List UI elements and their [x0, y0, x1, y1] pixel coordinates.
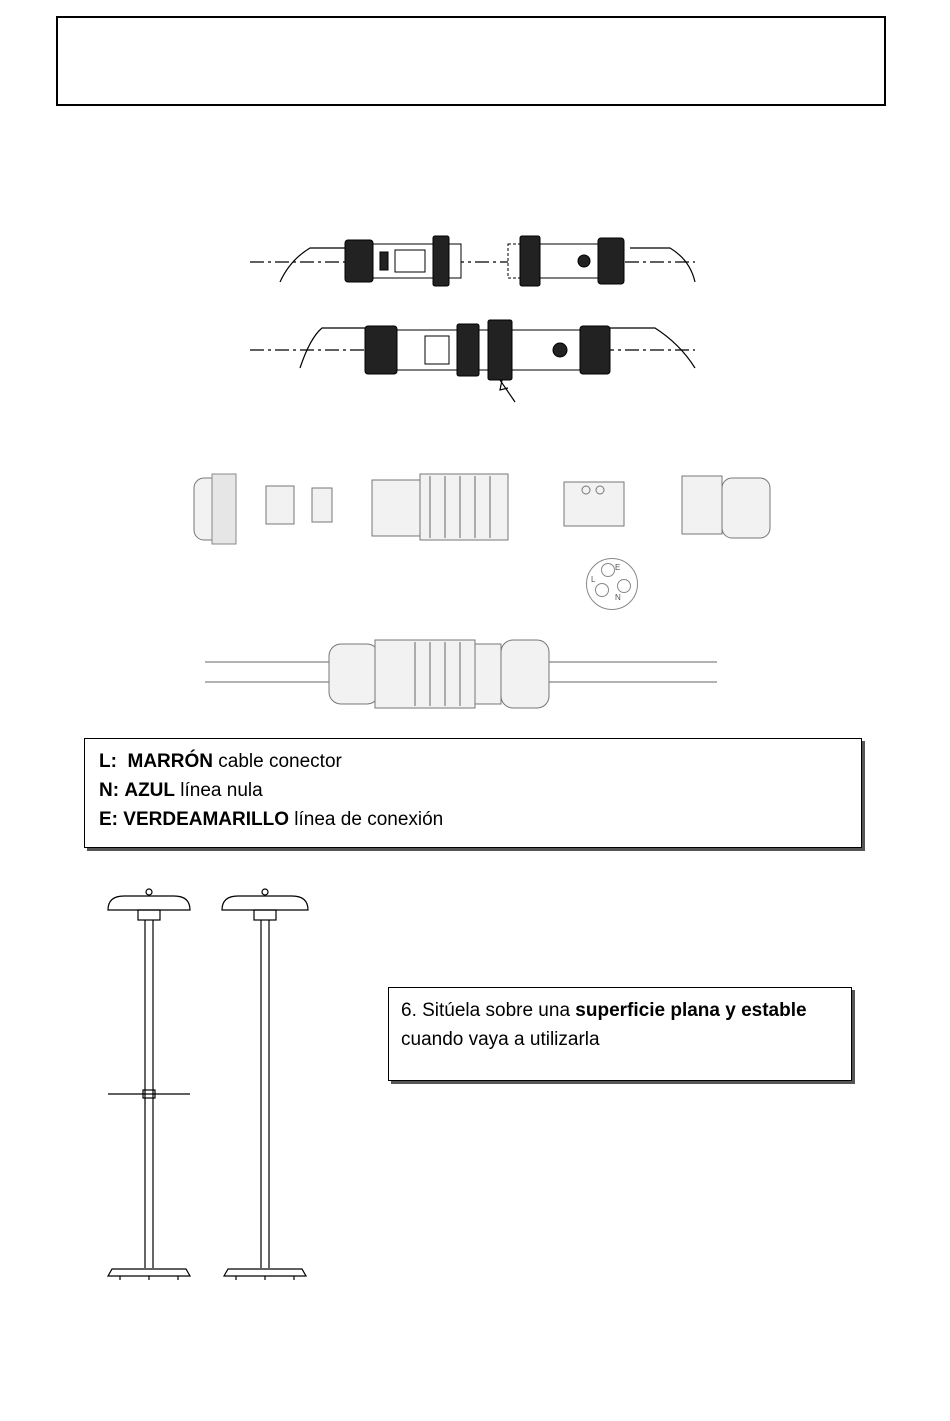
legend-l-color: MARRÓN	[127, 751, 213, 772]
connector-assembled	[205, 636, 721, 712]
pin-n-label: N	[615, 593, 621, 602]
pin-e-label: E	[615, 563, 621, 572]
connector-exploded-parts	[190, 470, 780, 550]
legend-line-n	[99, 778, 847, 804]
pin-l-label: L	[591, 575, 596, 584]
note-prefix: 6. Sitúela sobre una	[401, 1000, 571, 1021]
pin-n-circle	[617, 579, 631, 593]
legend-line-e	[99, 807, 847, 833]
legend-e-key: E:	[99, 809, 118, 830]
note-bold: superficie plana y estable	[575, 1000, 807, 1021]
floor-lamp-drawing-left	[104, 888, 194, 1283]
legend-e-desc: línea de conexión	[294, 809, 444, 830]
connector-diagram-joined	[250, 318, 700, 408]
header-box	[56, 16, 886, 106]
pin-layout-diagram	[586, 558, 638, 610]
legend-line-l	[99, 749, 847, 775]
pin-l-circle	[595, 583, 609, 597]
legend-e-color: VERDEAMARILLO	[123, 809, 290, 830]
floor-lamp-drawing-right	[220, 888, 310, 1283]
instruction-note-box	[388, 987, 852, 1081]
pin-e-circle	[601, 563, 615, 577]
note-suffix: cuando vaya a utilizarla	[401, 1029, 600, 1050]
legend-l-key: L:	[99, 751, 117, 772]
legend-n-desc: línea nula	[180, 780, 263, 801]
connector-diagram-separated	[250, 230, 700, 290]
legend-n-color: AZUL	[124, 780, 175, 801]
wire-legend-box	[84, 738, 862, 848]
legend-l-desc: cable conector	[218, 751, 342, 772]
legend-n-key: N:	[99, 780, 120, 801]
